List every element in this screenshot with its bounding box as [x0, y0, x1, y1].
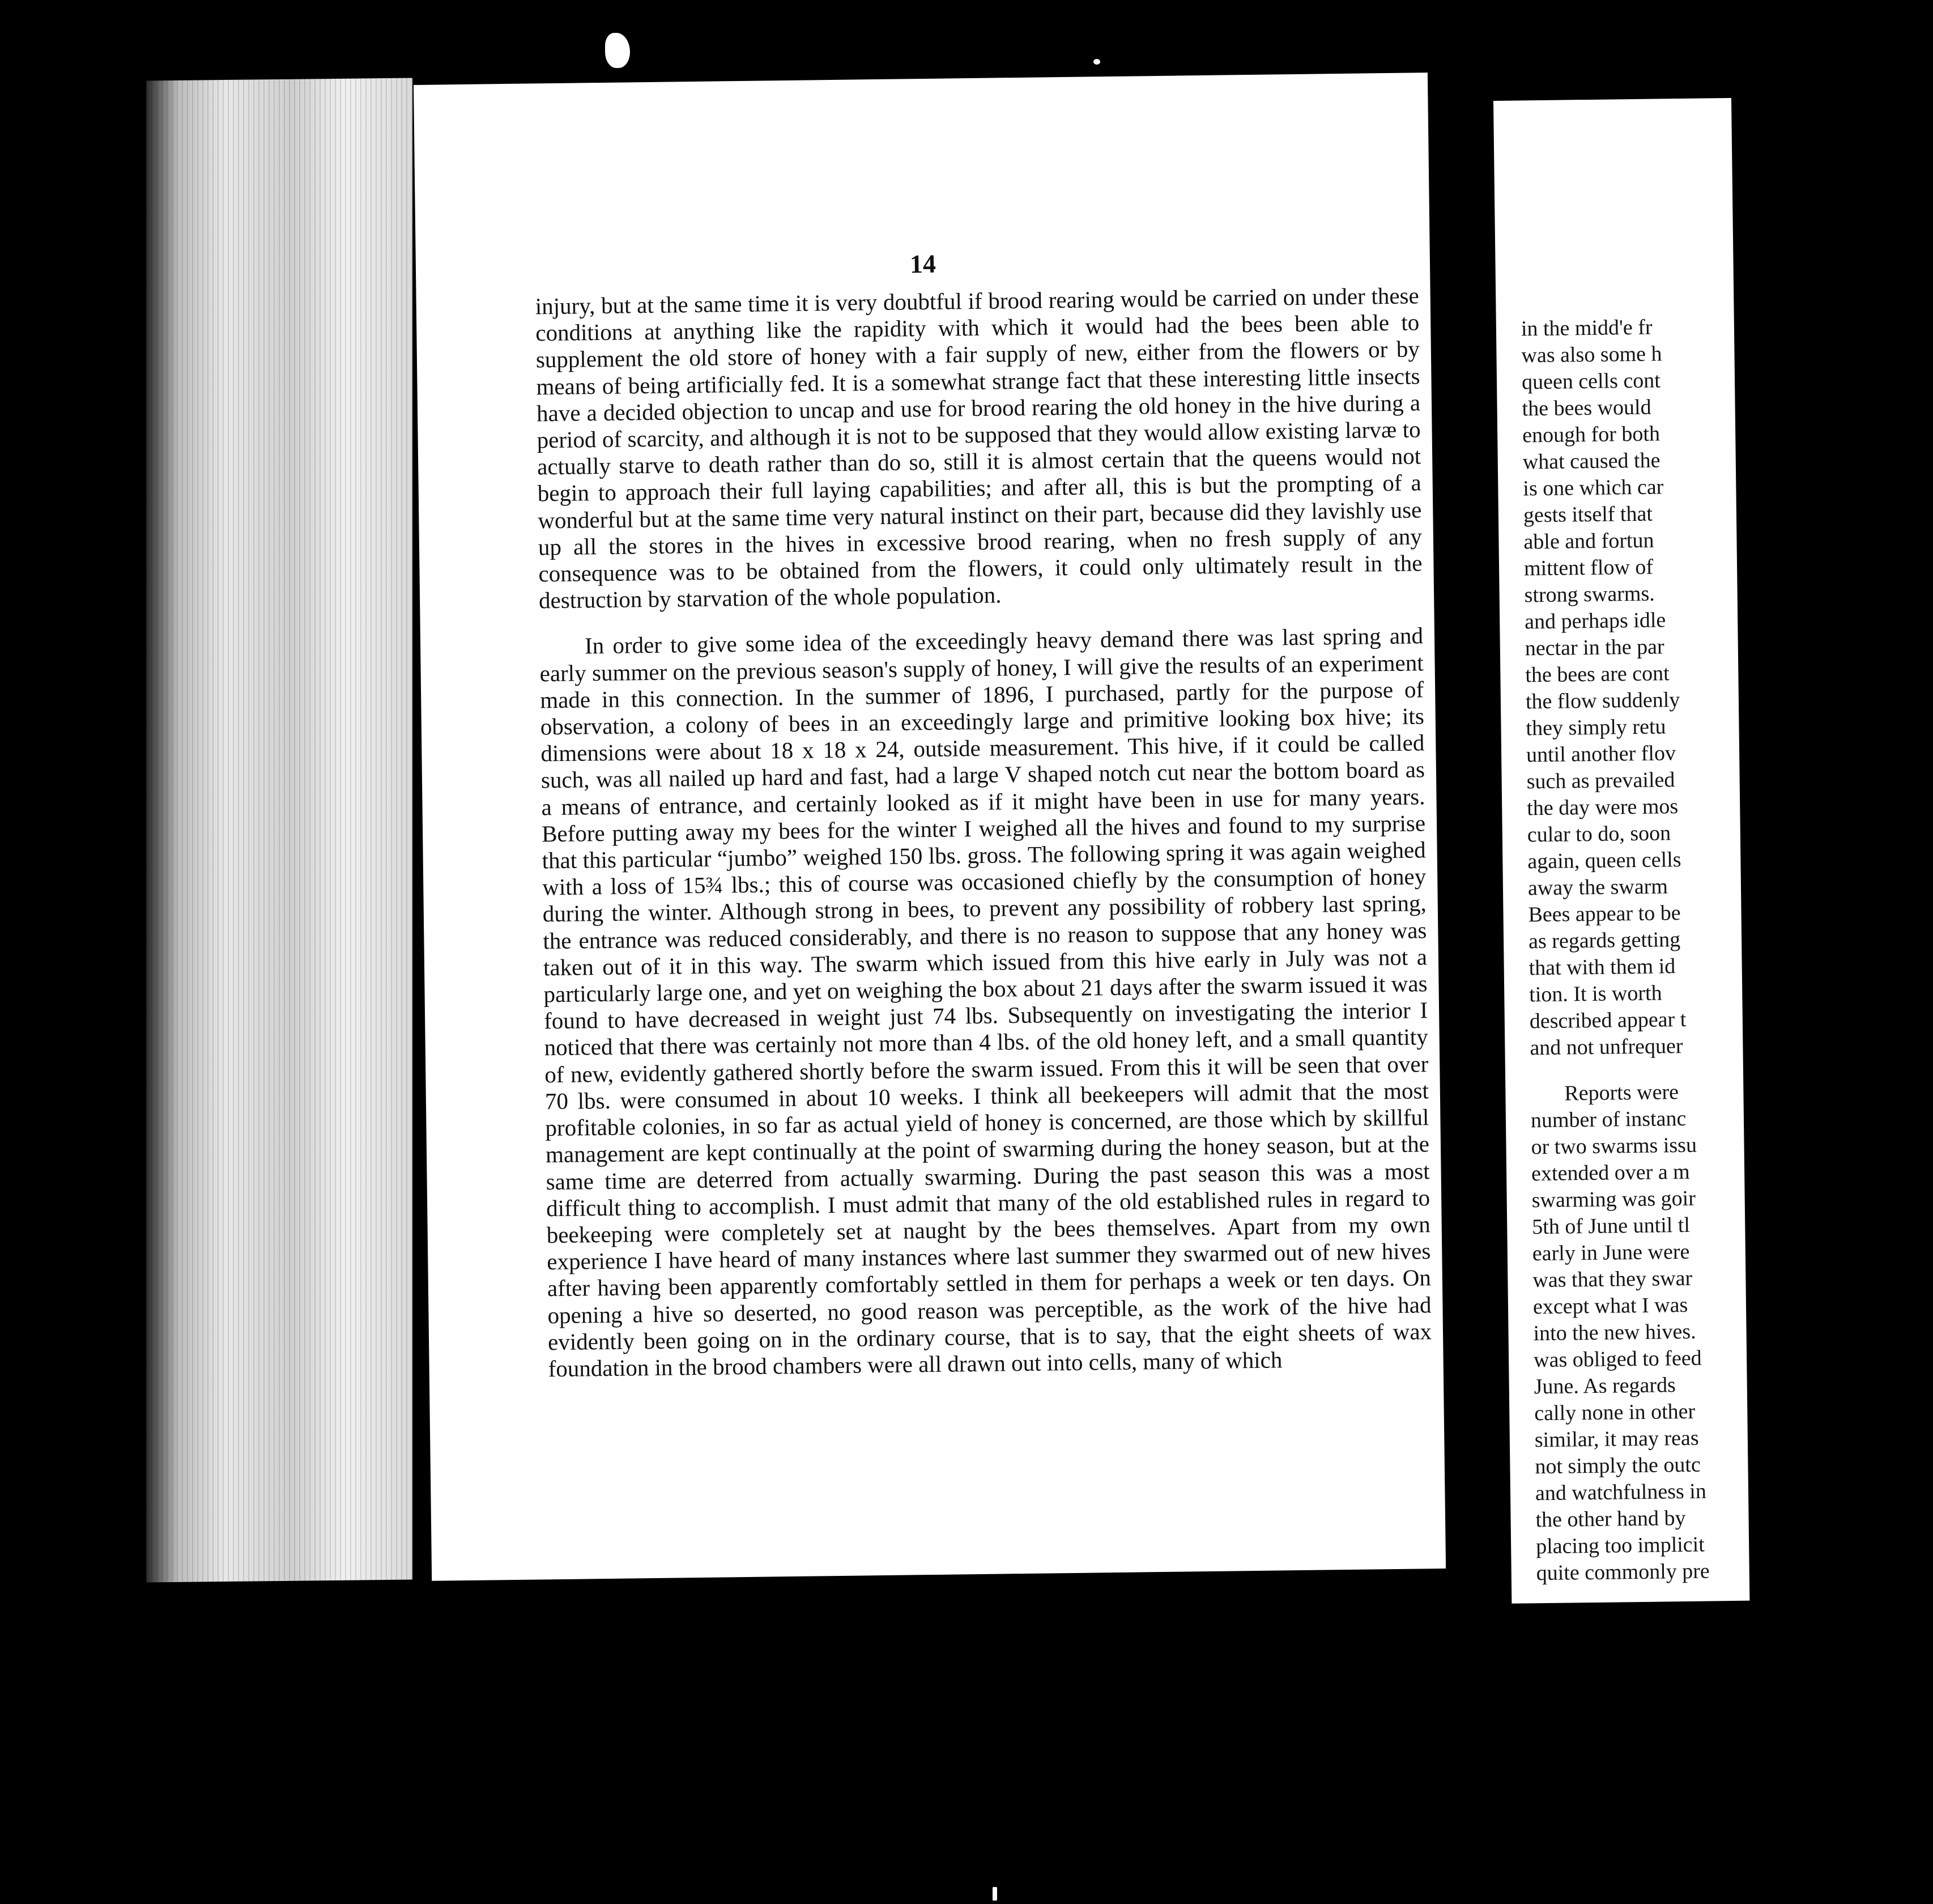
facing-line: not simply the outc: [1535, 1452, 1701, 1479]
facing-line: such as prevailed: [1526, 768, 1675, 794]
paragraph-2: In order to give some idea of the exceedingly heavy demand there was last spring and early summer on the previous season's supply of honey, I will give the results of an experiment made in this connection. In the summer of 1896, I purchased, partly for the purpose of observation, a colony of bees in an exceedingly large and primitive looking box hive; its dimensions were about 18 x 18 x 24, outside measurement. This hive, if it could be called such, was all nailed up hard and fast, had a large V shaped notch cut near the bottom board as a means of entrance, and certainly looked as if it might have been in use for many years. Before putting away my bees for the winter I weighed all the hives and found to my surprise that this particular “jumbo” weighed 150 lbs. gross. The following spring it was again weighed with a loss of 15¾ lbs.; this of course was occasioned chiefly by the consumption of honey during the winter. Although strong in bees, to prevent any possibility of robbery last spring, the entrance was reduced considerably, and there is no reason to suppose that any honey was taken out of it in this way. The swarm which issued from this hive early in July was not a particularly large one, and yet on weighing the box about 21 days after the swarm issued it was found to have decreased in weight just 74 lbs. Subsequently on investigating the interior I noticed that there was certainly not more than 4 lbs. of the old honey left, and a small quantity of new, evidently gathered shortly before the swarm issued. From this it will be seen that over 70 lbs. were consumed in about 10 weeks. I think all beekeepers will admit that the most profitable colonies, in so far as actual yield of honey is concerned, are those which by skillful management are kept continually at the point of swarming during the honey season, but at the same time are deterred from actually swarming. During the past season this was a most difficult thing to accomplish. I must admit that many of the old established rules in regard to beekeeping were completely set at naught by the bees themselves. Apart from my own experience I have heard of many instances where last summer they swarmed out of new hives after having been apparently comfortably settled in them for perhaps a week or ten days. On opening a hive so deserted, no good reason was perceptible, as the work of the hive had evidently been going on in the ordinary course, that is to say, that the eight sheets of wax foundation in the brood chambers were all drawn out into cells, many of which: [539, 622, 1432, 1382]
facing-line: able and fortun: [1523, 528, 1654, 554]
facing-line: quite commonly pre: [1536, 1559, 1710, 1586]
facing-line: tion. It is worth: [1529, 981, 1662, 1007]
facing-line: queen cells cont: [1521, 368, 1661, 394]
facing-line: early in June were: [1532, 1239, 1690, 1266]
facing-line: cular to do, soon: [1527, 821, 1671, 847]
facing-line: and perhaps idle: [1524, 608, 1666, 634]
facing-page-text: [1521, 311, 1933, 1587]
facing-line: June. As regards: [1534, 1373, 1676, 1399]
facing-line: the flow suddenly: [1525, 688, 1680, 714]
facing-line: extended over a m: [1531, 1159, 1690, 1186]
facing-line: nectar in the par: [1525, 635, 1664, 661]
scan-speck: [1093, 59, 1100, 65]
facing-line: was also some h: [1521, 342, 1662, 368]
facing-line: in the midd'e fr: [1521, 315, 1653, 341]
scan-speck: [993, 1887, 997, 1901]
facing-paragraph-start: Reports were: [1564, 1080, 1679, 1106]
facing-line: into the new hives.: [1533, 1319, 1696, 1346]
facing-line: placing too implicit: [1535, 1532, 1705, 1559]
paragraph-1: injury, but at the same time it is very doubtful if brood rearing would be carried on under these conditions at anything like the rapidity with which it would had the bees been able to supplement the old store of honey with a fair supply of new, either from the flowers or by means of being artificially fed. It is a somewhat strange fact that these interesting little insects have a decided objection to uncap and use for brood rearing the old honey in the hive during a period of scarcity, and although it is not to be supposed that they would allow existing larvæ to actually starve to death rather than do so, still it is almost certain that the queens would not begin to approach their full laying capabilities; and after all, this is but the prompting of a wonderful but at the same time very natural instinct on their part, because did they lavishly use up all the stores in the hives in excessive brood rearing, when no fresh supply of any consequence was to be obtained from the flowers, it could only ultimately result in the destruction by starvation of the whole population.: [535, 282, 1423, 614]
facing-line: swarming was goir: [1531, 1186, 1696, 1213]
facing-line: except what I was: [1532, 1293, 1688, 1319]
facing-line: gests itself that: [1523, 502, 1653, 528]
facing-line: as regards getting: [1528, 928, 1681, 954]
facing-line: and not unfrequer: [1530, 1034, 1683, 1060]
facing-line: cally none in other: [1534, 1399, 1696, 1426]
facing-line: 5th of June until tl: [1532, 1213, 1691, 1239]
facing-line: is one which car: [1523, 475, 1664, 501]
facing-line: they simply retu: [1526, 715, 1666, 741]
facing-line: strong swarms.: [1524, 581, 1655, 607]
facing-line: similar, it may reas: [1534, 1426, 1699, 1452]
facing-line: the bees are cont: [1525, 661, 1670, 687]
facing-line: what caused the: [1522, 448, 1660, 474]
facing-line: until another flov: [1526, 741, 1676, 767]
body-text: [535, 282, 1432, 1382]
facing-line: the day were mos: [1526, 794, 1679, 821]
facing-line: was that they swar: [1532, 1266, 1693, 1293]
facing-line: that with them id: [1528, 954, 1676, 980]
book-page-edges: [146, 78, 412, 1583]
scan-speck: [605, 33, 630, 68]
facing-page: [1493, 98, 1749, 1604]
left-page: [414, 73, 1446, 1581]
facing-line: again, queen cells: [1527, 848, 1681, 874]
facing-line: number of instanc: [1530, 1106, 1687, 1133]
facing-line: or two swarms issu: [1531, 1133, 1697, 1159]
facing-line: away the swarm: [1527, 874, 1668, 900]
facing-line: was obliged to feed: [1533, 1346, 1702, 1372]
facing-line: and watchfulness in: [1535, 1479, 1707, 1506]
facing-line: mittent flow of: [1523, 555, 1654, 581]
facing-line: the other hand by: [1535, 1506, 1686, 1532]
facing-line: enough for both: [1522, 422, 1660, 448]
page-number: 14: [909, 249, 936, 279]
facing-line: the bees would: [1522, 395, 1651, 421]
facing-line: Bees appear to be: [1528, 901, 1681, 927]
facing-line: described appear t: [1529, 1007, 1687, 1034]
